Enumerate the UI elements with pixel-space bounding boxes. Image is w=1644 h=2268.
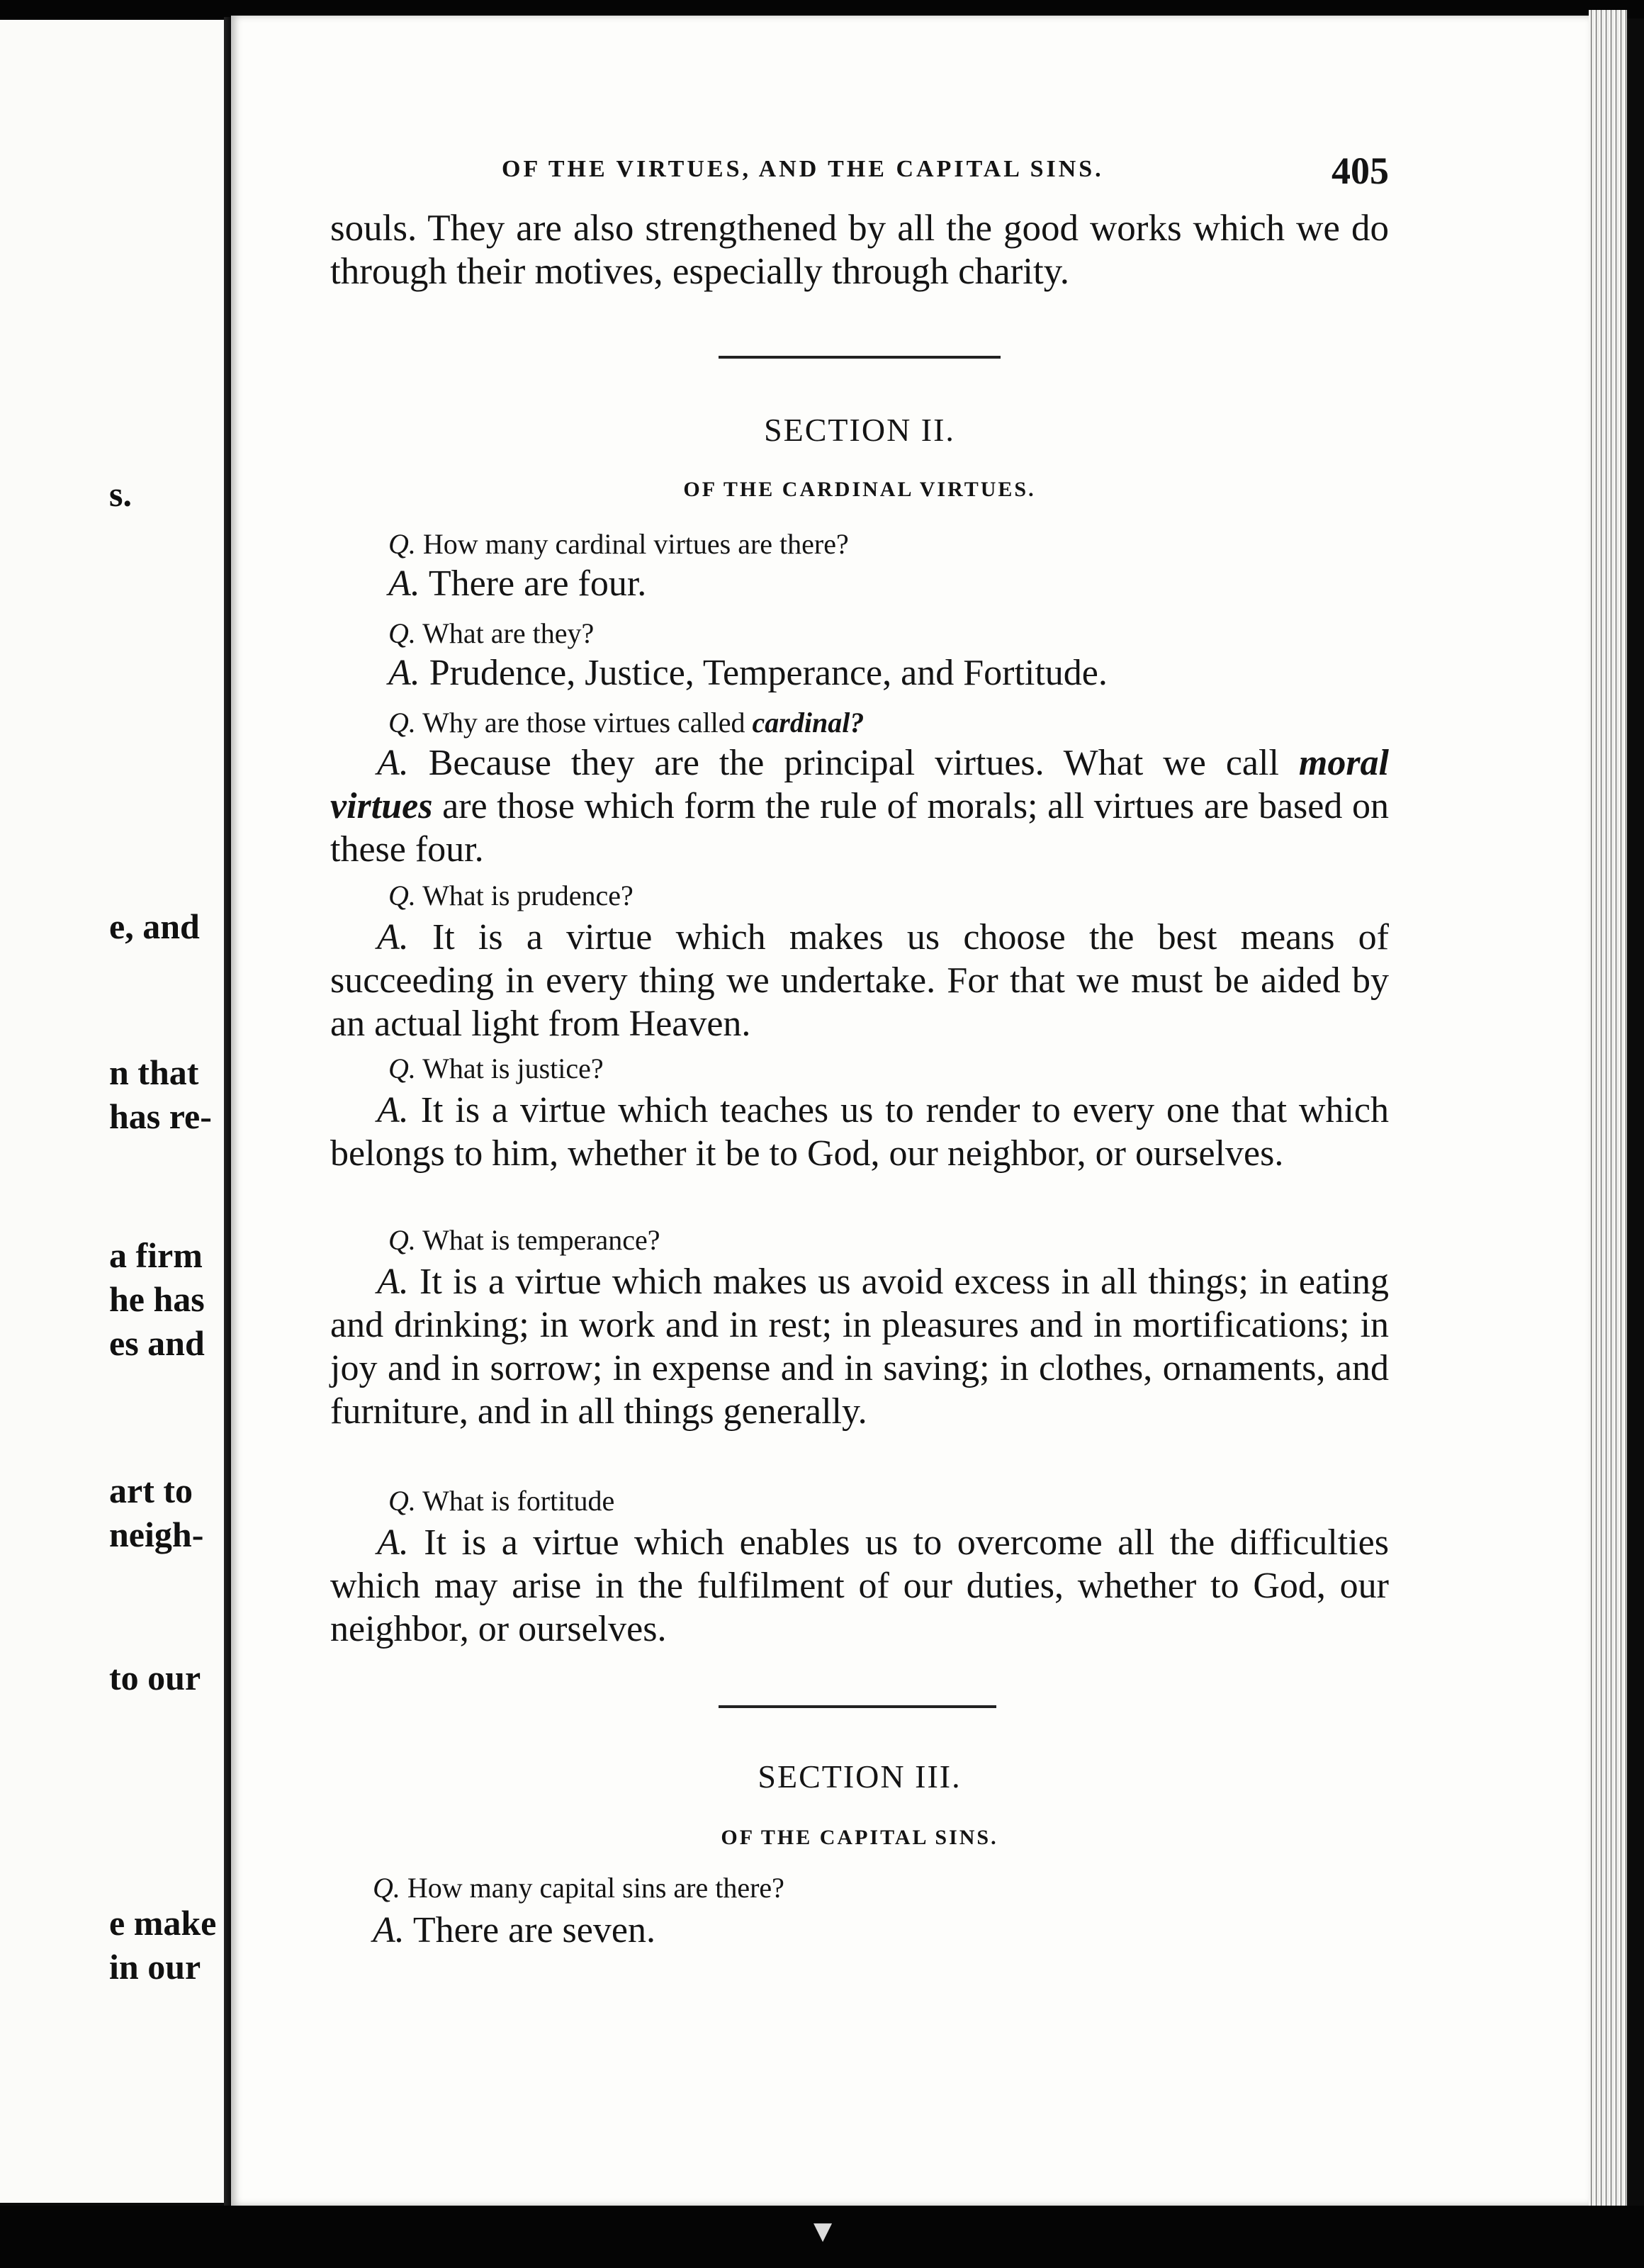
q-label: Q. (373, 1872, 400, 1904)
answer (330, 741, 1389, 871)
answer-text: There are seven. (412, 1910, 655, 1950)
left-fragment: to our (109, 1658, 201, 1697)
section-title: SECTION III. (758, 1758, 962, 1795)
left-fragment: he has (109, 1279, 205, 1319)
answer-text: It is a virtue which enables us to overcome all the difficulties which may arise in the fulfilment of our duties, whether to God, our neighbor, or ourselves. (330, 1522, 1390, 1649)
answer-text: It is a virtue which teaches us to render to every one that which belongs to him, whether it be to God, our neighbor, or ourselves. (330, 1090, 1390, 1174)
page-number: 405 (1331, 150, 1389, 192)
a-label: A. (377, 1522, 409, 1563)
left-fragment: es and (109, 1323, 205, 1363)
question (388, 1052, 604, 1086)
answer-emphasis: moral virtues (330, 743, 1390, 826)
left-fragment: in our (109, 1947, 201, 1987)
answer-text: It is a virtue which makes us avoid excess in all things; in eating and drinking; in work and in rest; in pleasures and in mortifications; in joy and in sorrow; in expense and in saving; in clothes, ornaments, and furniture, and in all things generally. (330, 1262, 1389, 1432)
page-edges (1589, 10, 1627, 2207)
question-text: What is justice? (422, 1052, 604, 1084)
continuation-paragraph: souls. They are also strengthened by all the good works which we do through their motives, especially through charity. (330, 208, 1389, 292)
answer-text: It is a virtue which makes us choose the best means of succeeding in every thing we undertake. For that we must be aided by an actual light from Heaven. (330, 917, 1390, 1044)
a-label: A. (388, 563, 420, 604)
section-divider (719, 356, 1001, 359)
q-label: Q. (388, 1052, 416, 1084)
answer-text: Prudence, Justice, Temperance, and Fortitude. (429, 653, 1108, 693)
question (388, 527, 849, 561)
question-text: What is fortitude (422, 1485, 615, 1517)
question-text: What is temperance? (422, 1224, 660, 1256)
section-title: SECTION II. (764, 412, 955, 448)
question-text: What is prudence? (422, 880, 634, 911)
a-label: A. (388, 653, 420, 693)
question-emphasis: cardinal? (752, 707, 865, 739)
left-fragment: neigh- (109, 1515, 204, 1554)
a-label: A. (377, 1090, 409, 1130)
answer (388, 652, 1108, 695)
q-label: Q. (388, 880, 416, 911)
left-fragment: s. (109, 474, 132, 514)
answer-text: are those which form the rule of morals; all virtues are based on these four. (330, 786, 1390, 870)
answer (330, 916, 1389, 1045)
question (388, 617, 594, 651)
scan-mark-icon: ▼ (813, 2217, 833, 2245)
section-subtitle: OF THE CAPITAL SINS. (721, 1826, 998, 1849)
answer-text: Because they are the principal virtues. What we call (428, 743, 1279, 783)
a-label: A. (373, 1910, 405, 1950)
question (388, 706, 864, 740)
question (388, 1484, 614, 1518)
question-text: How many cardinal virtues are there? (422, 528, 849, 560)
answer (330, 1260, 1389, 1433)
q-label: Q. (388, 1224, 416, 1256)
left-fragment: e make (109, 1903, 217, 1943)
question-text: What are they? (422, 617, 595, 649)
question (388, 879, 634, 913)
answer-text: There are four. (428, 563, 647, 604)
a-label: A. (377, 917, 409, 958)
q-label: Q. (388, 707, 416, 739)
left-facing-page (0, 20, 224, 2203)
question-text: How many capital sins are there? (407, 1872, 784, 1904)
left-fragment: n that (109, 1052, 199, 1092)
left-fragment: has re- (109, 1096, 212, 1136)
answer (330, 1089, 1389, 1175)
section-subtitle: OF THE CARDINAL VIRTUES. (683, 478, 1036, 501)
section-divider (719, 1705, 996, 1708)
answer (373, 1909, 655, 1952)
question-text: Why are those virtues called (422, 707, 745, 739)
question (388, 1223, 660, 1257)
left-fragment: e, and (109, 906, 200, 946)
a-label: A. (377, 743, 409, 783)
q-label: Q. (388, 528, 416, 560)
running-head: OF THE VIRTUES, AND THE CAPITAL SINS. (502, 156, 1104, 182)
answer (330, 1521, 1389, 1651)
a-label: A. (377, 1262, 409, 1302)
left-fragment: art to (109, 1471, 193, 1510)
question (373, 1871, 784, 1905)
q-label: Q. (388, 617, 416, 649)
page-header (330, 149, 1389, 198)
left-fragment: a firm (109, 1235, 203, 1275)
answer (388, 563, 646, 605)
q-label: Q. (388, 1485, 416, 1517)
